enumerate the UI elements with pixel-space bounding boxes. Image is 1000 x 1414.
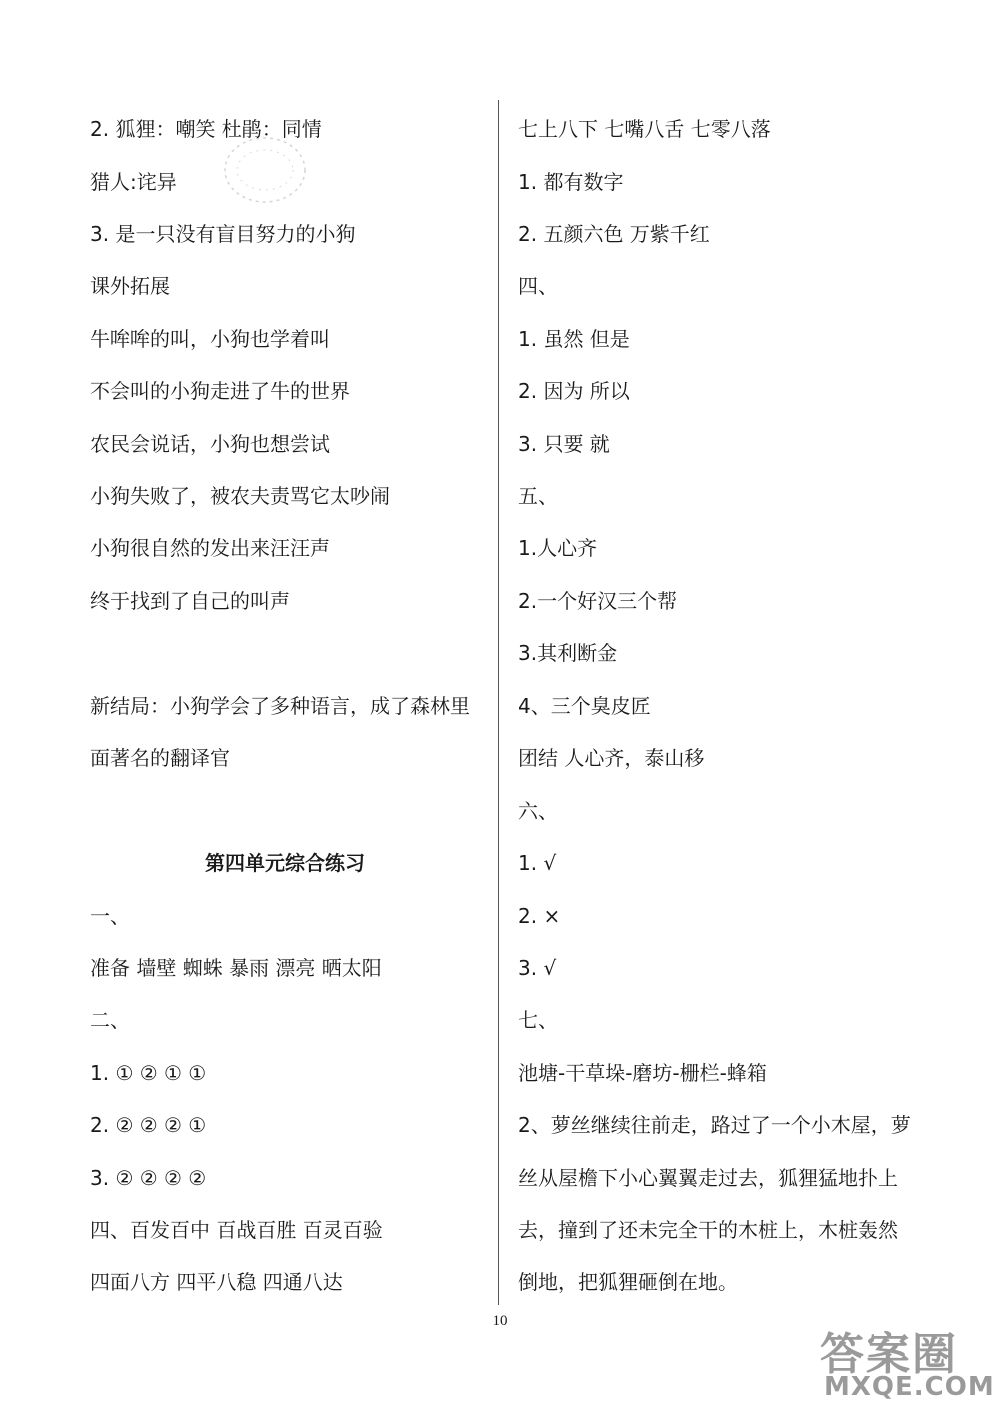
text-line: 面著名的翻译官	[90, 746, 230, 770]
text-line: 不会叫的小狗走进了牛的世界	[90, 379, 350, 403]
text-line: 池塘-干草垛-磨坊-栅栏-蜂箱	[518, 1061, 767, 1085]
text-line: 牛哞哞的叫，小狗也学着叫	[90, 327, 330, 351]
text-line: 1. ① ② ① ①	[90, 1061, 207, 1085]
text-line: 2.一个好汉三个帮	[518, 589, 678, 613]
text-line: 七上八下 七嘴八舌 七零八落	[518, 117, 771, 141]
page-number: 10	[492, 1313, 508, 1329]
text-line: 4、三个臭皮匠	[518, 694, 651, 718]
column-divider	[498, 100, 499, 1305]
text-line: 二、	[90, 1008, 130, 1032]
text-line: 新结局：小狗学会了多种语言，成了森林里	[90, 694, 470, 718]
text-line: 1.人心齐	[518, 536, 598, 560]
watermark-url: MXQE.COM	[824, 1372, 995, 1402]
text-line: 3. 只要 就	[518, 432, 610, 456]
text-line: 2. 因为 所以	[518, 379, 630, 403]
watermark-logo	[820, 1318, 995, 1408]
text-line: 2、萝丝继续往前走，路过了一个小木屋，萝	[518, 1113, 911, 1137]
text-line: 一、	[90, 904, 130, 928]
text-line: 小狗失败了，被农夫责骂它太吵闹	[90, 484, 390, 508]
text-line: 课外拓展	[90, 274, 170, 298]
section-title: 第四单元综合练习	[205, 851, 365, 875]
text-line: 1. 虽然 但是	[518, 327, 630, 351]
text-line: 四面八方 四平八稳 四通八达	[90, 1270, 343, 1294]
text-line: 3.其利断金	[518, 641, 618, 665]
text-line: 1. √	[518, 851, 557, 875]
text-line: 2. ② ② ② ①	[90, 1113, 207, 1137]
text-line: 农民会说话，小狗也想尝试	[90, 432, 330, 456]
text-line: 终于找到了自己的叫声	[90, 589, 290, 613]
text-line: 1. 都有数字	[518, 170, 624, 194]
text-line: 2. ×	[518, 904, 561, 928]
text-line: 五、	[518, 484, 558, 508]
text-line: 丝从屋檐下小心翼翼走过去，狐狸猛地扑上	[518, 1166, 898, 1190]
text-line: 3. 是一只没有盲目努力的小狗	[90, 222, 356, 246]
text-line: 猎人:诧异	[90, 170, 177, 194]
text-line: 四、百发百中 百战百胜 百灵百验	[90, 1218, 383, 1242]
text-line: 七、	[518, 1008, 558, 1032]
text-line: 六、	[518, 799, 558, 823]
text-line: 团结 人心齐，泰山移	[518, 746, 705, 770]
text-line: 倒地，把狐狸砸倒在地。	[518, 1270, 738, 1294]
text-line: 2. 五颜六色 万紫千红	[518, 222, 710, 246]
text-line: 小狗很自然的发出来汪汪声	[90, 536, 330, 560]
text-line: 准备 墙壁 蜘蛛 暴雨 漂亮 晒太阳	[90, 956, 382, 980]
text-line: 3. ② ② ② ②	[90, 1166, 207, 1190]
text-line: 2. 狐狸：嘲笑 杜鹃：同情	[90, 117, 322, 141]
text-line: 四、	[518, 274, 558, 298]
text-line: 去，撞到了还未完全干的木桩上，木桩轰然	[518, 1218, 898, 1242]
text-line: 3. √	[518, 956, 557, 980]
watermark-text: 答案圈	[820, 1329, 958, 1380]
